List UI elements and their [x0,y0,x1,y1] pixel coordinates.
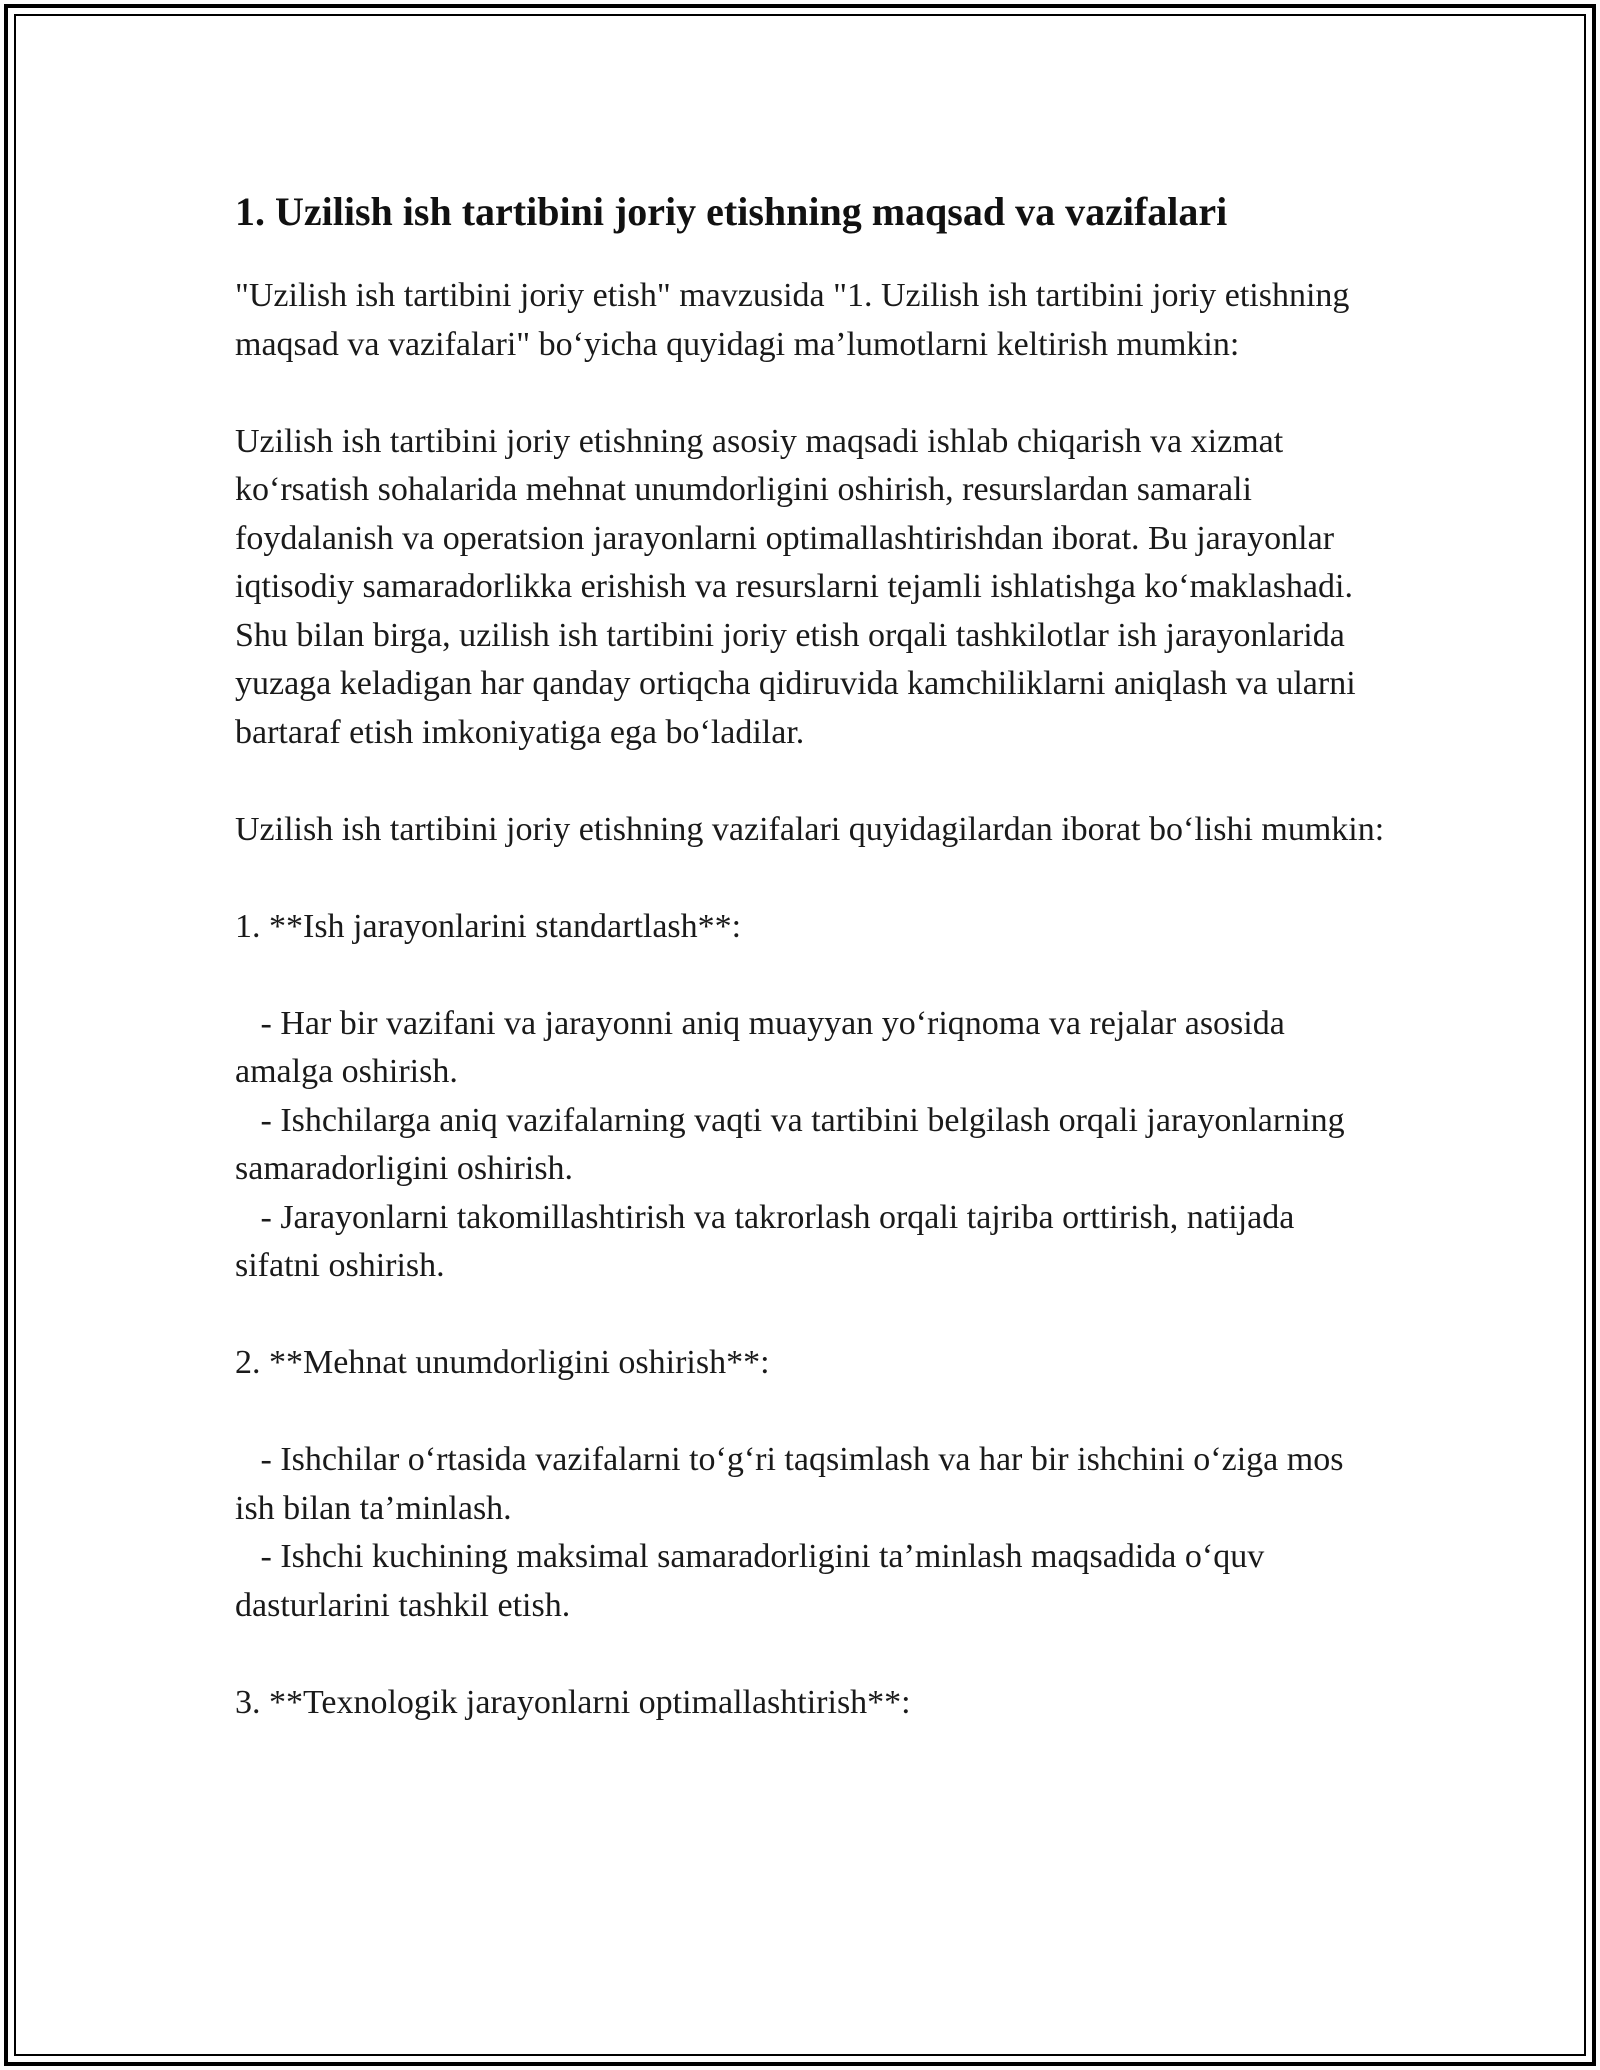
paragraph-gap [235,1291,1385,1340]
section-2-bullet: - Ishchilar o‘rtasida vazifalarni to‘g‘ri taqsimlash va har bir ishchini o‘ziga mos ish bilan ta’minlash. [235,1441,1352,1527]
intro-paragraph: "Uzilish ish tartibini joriy etish" mavzusida "1. Uzilish ish tartibini joriy etishning maqsad va vazifalari" bo‘yicha quyidagi ma’lumotlarni keltirish mumkin: [235,277,1358,363]
paragraph-gap [235,1388,1385,1437]
paragraph-gap [235,1630,1385,1679]
section-1-bullet: - Har bir vazifani va jarayonni aniq muayyan yo‘riqnoma va rejalar asosida amalga oshirish. [235,1004,1294,1090]
document-title: 1. Uzilish ish tartibini joriy etishning maqsad va vazifalari [235,189,1228,234]
section-3-heading: 3. **Texnologik jarayonlarni optimallashtirish**: [235,1683,911,1721]
purpose-paragraph: Uzilish ish tartibini joriy etishning asosiy maqsadi ishlab chiqarish va xizmat ko‘rsatish sohalarida mehnat unumdorligini oshirish, resurslardan samarali foydalanish va operatsion jarayonlarni optimallashtirishdan iborat. Bu jarayonlar iqtisodiy samaradorlikka erishish va resurslarni tejamli ishlatishga ko‘maklashadi. Shu bilan birga, uzilish ish tartibini joriy etish orqali tashkilotlar ish jarayonlarida yuzaga keladigan har qanday ortiqcha qidiruvida kamchiliklarni aniqlash va ularni bartaraf etish imkoniyatiga ega bo‘ladilar. [235,422,1365,751]
paragraph-gap [235,369,1385,418]
paragraph-gap [235,757,1385,806]
section-2-bullet: - Ishchi kuchining maksimal samaradorligini ta’minlash maqsadida o‘quv dasturlarini tashkil etish. [235,1538,1273,1624]
document-body [235,186,1385,1727]
section-2-heading: 2. **Mehnat unumdorligini oshirish**: [235,1344,770,1381]
paragraph-gap [235,854,1385,903]
paragraph-gap [235,951,1385,1000]
section-1-bullet: - Jarayonlarni takomillashtirish va takrorlash orqali tajriba orttirish, natijada sifatni oshirish. [235,1198,1303,1284]
section-1-bullet: - Ishchilarga aniq vazifalarning vaqti va tartibini belgilash orqali jarayonlarning samaradorligini oshirish. [235,1101,1354,1187]
section-1-heading: 1. **Ish jarayonlarini standartlash**: [235,907,742,945]
tasks-intro-paragraph: Uzilish ish tartibini joriy etishning vazifalari quyidagilardan iborat bo‘lishi mumkin: [235,810,1385,848]
